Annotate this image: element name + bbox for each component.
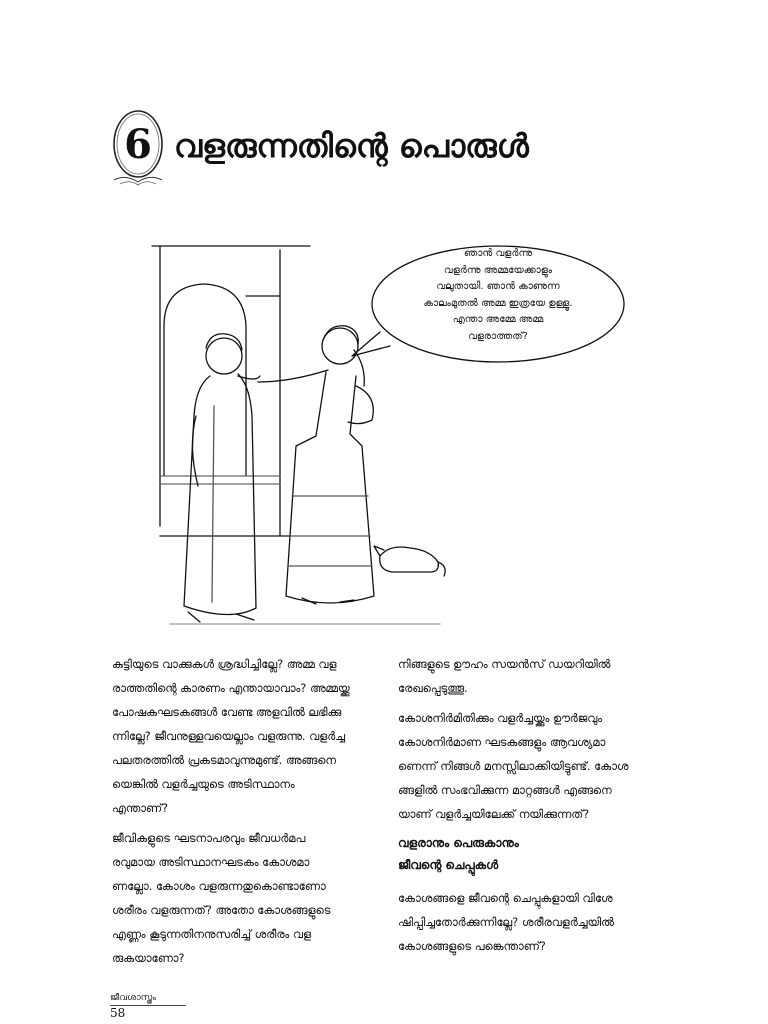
text-line: കോശനിർമിതിക്കും വളർച്ചയ്ക്കും ഊർജവും (398, 711, 603, 725)
paragraph (112, 652, 378, 820)
right-text-column (398, 652, 662, 964)
text-line: ണെന്ന് നിങ്ങൾ മനസ്സിലാക്കിയിട്ടുണ്ട്. കോശ (398, 759, 629, 773)
text-line: ങ്ങളിൽ സംഭവിക്കുന്ന മാറ്റങ്ങൾ എങ്ങനെ (398, 783, 612, 797)
text-line: ഷിപ്പിച്ചതോർക്കുന്നില്ലേ? ശരീരവളർച്ചയിൽ (398, 915, 614, 929)
text-line: കുട്ടിയുടെ വാക്കുകൾ ശ്രദ്ധിച്ചില്ലേ? അമ്മ വള (112, 657, 337, 671)
text-line: ജീവികളുടെ ഘടനാപരവും ജീവധർമപ (112, 831, 306, 845)
building-wall (152, 246, 310, 536)
text-line: കോശങ്ങളുടെ പങ്കെന്താണ്? (398, 939, 546, 953)
text-line: ണല്ലോ. കോശം വളരുന്നതുകൊണ്ടാണോ (112, 879, 326, 893)
speech-line: വളർന്നു അമ്മയേക്കാളും (443, 264, 553, 276)
paragraph (398, 706, 662, 826)
speech-bubble-text (384, 246, 612, 345)
text-line: ശരീരം വളരുന്നത്? അതോ കോശങ്ങളുടെ (112, 903, 331, 917)
speech-line: വലുതായി. ഞാൻ കാണുന്ന (436, 281, 560, 292)
mother-figure (184, 334, 260, 622)
speech-line: എന്താ അമ്മേ അമ്മ (452, 314, 544, 325)
text-line: നിങ്ങളുടെ ഊഹം സയൻസ് ഡയറിയിൽ (398, 657, 611, 671)
text-line: കോശങ്ങളെ ജീവന്റെ ചെപ്പുകളായി വിശേ (398, 891, 613, 905)
text-line: രാത്തതിന്റെ കാരണം എന്തായാവാം? അമ്മയ്ക്കു (112, 681, 350, 695)
left-text-column (112, 652, 378, 976)
chapter-number: 6 (124, 121, 152, 168)
speech-line: കാലംമുതൽ അമ്മ ഇത്രയേ ഉള്ളൂ. (423, 297, 573, 309)
paragraph (398, 652, 662, 700)
text-line: പലതരത്തിൽ പ്രകടമാവുന്നുമുണ്ട്. അങ്ങനെ (112, 753, 336, 767)
text-line: രവുമായ അടിസ്ഥാനഘടകം കോശമാ (112, 855, 310, 869)
speech-line: ഞാൻ വളർന്നു (463, 248, 533, 259)
subheading-line: വളരാനും പെരുകാനും (398, 836, 519, 850)
chapter-title: വളരുന്നതിന്റെ പൊരുൾ (174, 127, 529, 165)
text-line: രുകയാണോ? (112, 951, 185, 965)
paragraph (398, 886, 662, 958)
text-line: കോശനിർമാണ ഘടകങ്ങളും ആവശ്യമാ (398, 735, 606, 749)
text-line: യാണ് വളർച്ചയിലേക്ക് നയിക്കുന്നത്? (398, 807, 590, 821)
subheading-line: ജീവന്റെ ചെപ്പുകൾ (398, 858, 499, 872)
text-line: എന്താണ്? (112, 801, 169, 815)
text-line: യെങ്കിൽ വളർച്ചയുടെ അടിസ്ഥാനം (112, 777, 295, 791)
speech-line: വളരാത്തത്? (468, 330, 528, 342)
page-number: 58 (110, 1006, 126, 1020)
text-line: പോഷകഘടകങ്ങൾ വേണ്ട അളവിൽ ലഭിക്കു (112, 705, 342, 719)
paragraph (112, 826, 378, 970)
text-line: ന്നില്ലേ? ജീവനുള്ളവയെല്ലാം വളരുന്നു. വളർച്ച (112, 729, 345, 743)
text-line: രേഖപ്പെടുത്തൂ. (398, 681, 468, 695)
chapter-header (108, 108, 668, 188)
text-line: എണ്ണം കൂടുന്നതിനനുസരിച്ച് ശരീരം വള (112, 927, 312, 941)
subject-label: ജീവശാസ്ത്രം (110, 992, 186, 1006)
page-footer (110, 992, 190, 1020)
daughter-figure (258, 326, 374, 604)
cat-drawing (374, 546, 445, 576)
section-subheading (398, 832, 662, 876)
